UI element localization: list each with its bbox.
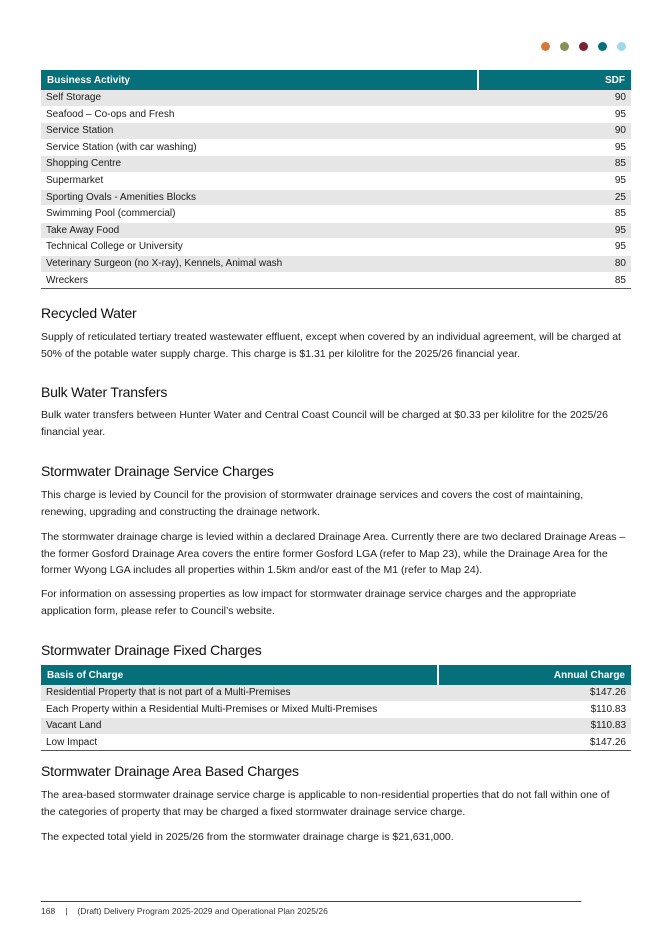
table-row	[41, 718, 631, 735]
table-cell-label: Residential Property that is not part of a Multi-Premises	[41, 685, 438, 701]
table-row	[41, 255, 631, 272]
paragraph-stormwater-service-1: This charge is levied by Council for the provision of stormwater drainage services and covers the cost of maintaining, renewing, upgrading and constructing the drainage network.	[41, 489, 584, 518]
table-cell-value: 90	[478, 123, 631, 140]
business-activity-table	[41, 70, 631, 289]
paragraph-recycled-water: Supply of reticulated tertiary treated wastewater effluent, except when covered by an individual agreement, will be charged at 50% of the potable water supply charge. This charge is $1.31 per kilolitre for the 2025/26 financial year.	[41, 331, 621, 360]
table-row	[41, 123, 631, 140]
heading-stormwater-fixed-charges: Stormwater Drainage Fixed Charges	[41, 642, 262, 658]
dot-1	[560, 42, 569, 51]
table-cell-value: 85	[478, 206, 631, 223]
table-header-row	[41, 70, 631, 90]
dot-2	[579, 42, 588, 51]
table-cell-value: $147.26	[438, 734, 631, 751]
table-row	[41, 139, 631, 156]
table-cell-label: Service Station (with car washing)	[41, 139, 478, 156]
decorative-dots	[541, 42, 626, 51]
table-cell-value: 95	[478, 172, 631, 189]
table-cell-value: 85	[478, 156, 631, 173]
heading-stormwater-service-charges: Stormwater Drainage Service Charges	[41, 463, 274, 479]
table-cell-label: Seafood – Co-ops and Fresh	[41, 106, 478, 123]
paragraph-stormwater-service-2: The stormwater drainage charge is levied within a declared Drainage Area. Currently there are two declared Drainage Areas – the former Gosford Drainage Area covers the entire former Gosford LGA (refer to Map 23), while the Drainage Area for the former Wyong LGA includes all properties within 1.5km and/or east of the M1 (refer to Map 24).	[41, 531, 626, 576]
table-row	[41, 239, 631, 256]
column-header-annual-charge: Annual Charge	[438, 665, 631, 685]
column-header-basis-of-charge: Basis of Charge	[41, 665, 438, 685]
table-cell-label: Self Storage	[41, 90, 478, 106]
heading-bulk-water-transfers: Bulk Water Transfers	[41, 384, 168, 400]
table-cell-value: 25	[478, 189, 631, 206]
page-footer	[41, 906, 328, 916]
table-cell-label: Sporting Ovals - Amenities Blocks	[41, 189, 478, 206]
table-cell-label: Technical College or University	[41, 239, 478, 256]
dot-0	[541, 42, 550, 51]
table-cell-value: 90	[478, 90, 631, 106]
footer-divider	[41, 901, 581, 902]
table-header-row	[41, 665, 631, 685]
dot-3	[598, 42, 607, 51]
table-row	[41, 685, 631, 701]
paragraph-bulk-water-transfers: Bulk water transfers between Hunter Water and Central Coast Council will be charged at $0.33 per kilolitre for the 2025/26 financial year.	[41, 409, 608, 438]
heading-recycled-water: Recycled Water	[41, 305, 137, 321]
table-cell-value: 95	[478, 239, 631, 256]
table-row	[41, 206, 631, 223]
table-row	[41, 106, 631, 123]
table-row	[41, 222, 631, 239]
column-header-business-activity: Business Activity	[41, 70, 478, 90]
heading-stormwater-area-based-charges: Stormwater Drainage Area Based Charges	[41, 763, 299, 779]
table-cell-value: 80	[478, 255, 631, 272]
table-cell-label: Service Station	[41, 123, 478, 140]
table-cell-label: Wreckers	[41, 272, 478, 289]
table-cell-value: $110.83	[438, 718, 631, 735]
table-row	[41, 172, 631, 189]
fixed-charges-table	[41, 665, 631, 751]
table-cell-value: $147.26	[438, 685, 631, 701]
table-cell-label: Each Property within a Residential Multi-Premises or Mixed Multi-Premises	[41, 701, 438, 718]
table-row	[41, 156, 631, 173]
dot-4	[617, 42, 626, 51]
paragraph-stormwater-area-2: The expected total yield in 2025/26 from the stormwater drainage charge is $21,631,000.	[41, 831, 454, 843]
table-cell-label: Take Away Food	[41, 222, 478, 239]
table-cell-label: Swimming Pool (commercial)	[41, 206, 478, 223]
document-title: (Draft) Delivery Program 2025-2029 and Operational Plan 2025/26	[77, 906, 328, 916]
table-cell-label: Veterinary Surgeon (no X-ray), Kennels, Animal wash	[41, 255, 478, 272]
table-cell-value: 95	[478, 139, 631, 156]
table-cell-value: 95	[478, 222, 631, 239]
table-cell-label: Shopping Centre	[41, 156, 478, 173]
table-cell-label: Low Impact	[41, 734, 438, 751]
paragraph-stormwater-service-3: For information on assessing properties as low impact for stormwater drainage service charges and the appropriate application form, please refer to Council’s website.	[41, 588, 577, 617]
table-row	[41, 189, 631, 206]
table-cell-value: 85	[478, 272, 631, 289]
table-row	[41, 90, 631, 106]
page-number: 168	[41, 906, 56, 916]
table-cell-value: 95	[478, 106, 631, 123]
table-cell-value: $110.83	[438, 701, 631, 718]
table-cell-label: Supermarket	[41, 172, 478, 189]
paragraph-stormwater-area-1: The area-based stormwater drainage service charge is applicable to non-residential properties that do not fall within one of the categories of property that may be charged a fixed stormwater drainage service charge.	[41, 789, 610, 818]
table-row	[41, 734, 631, 751]
column-header-sdf: SDF	[478, 70, 631, 90]
table-cell-label: Vacant Land	[41, 718, 438, 735]
footer-separator: |	[65, 906, 68, 916]
table-row	[41, 272, 631, 289]
table-row	[41, 701, 631, 718]
